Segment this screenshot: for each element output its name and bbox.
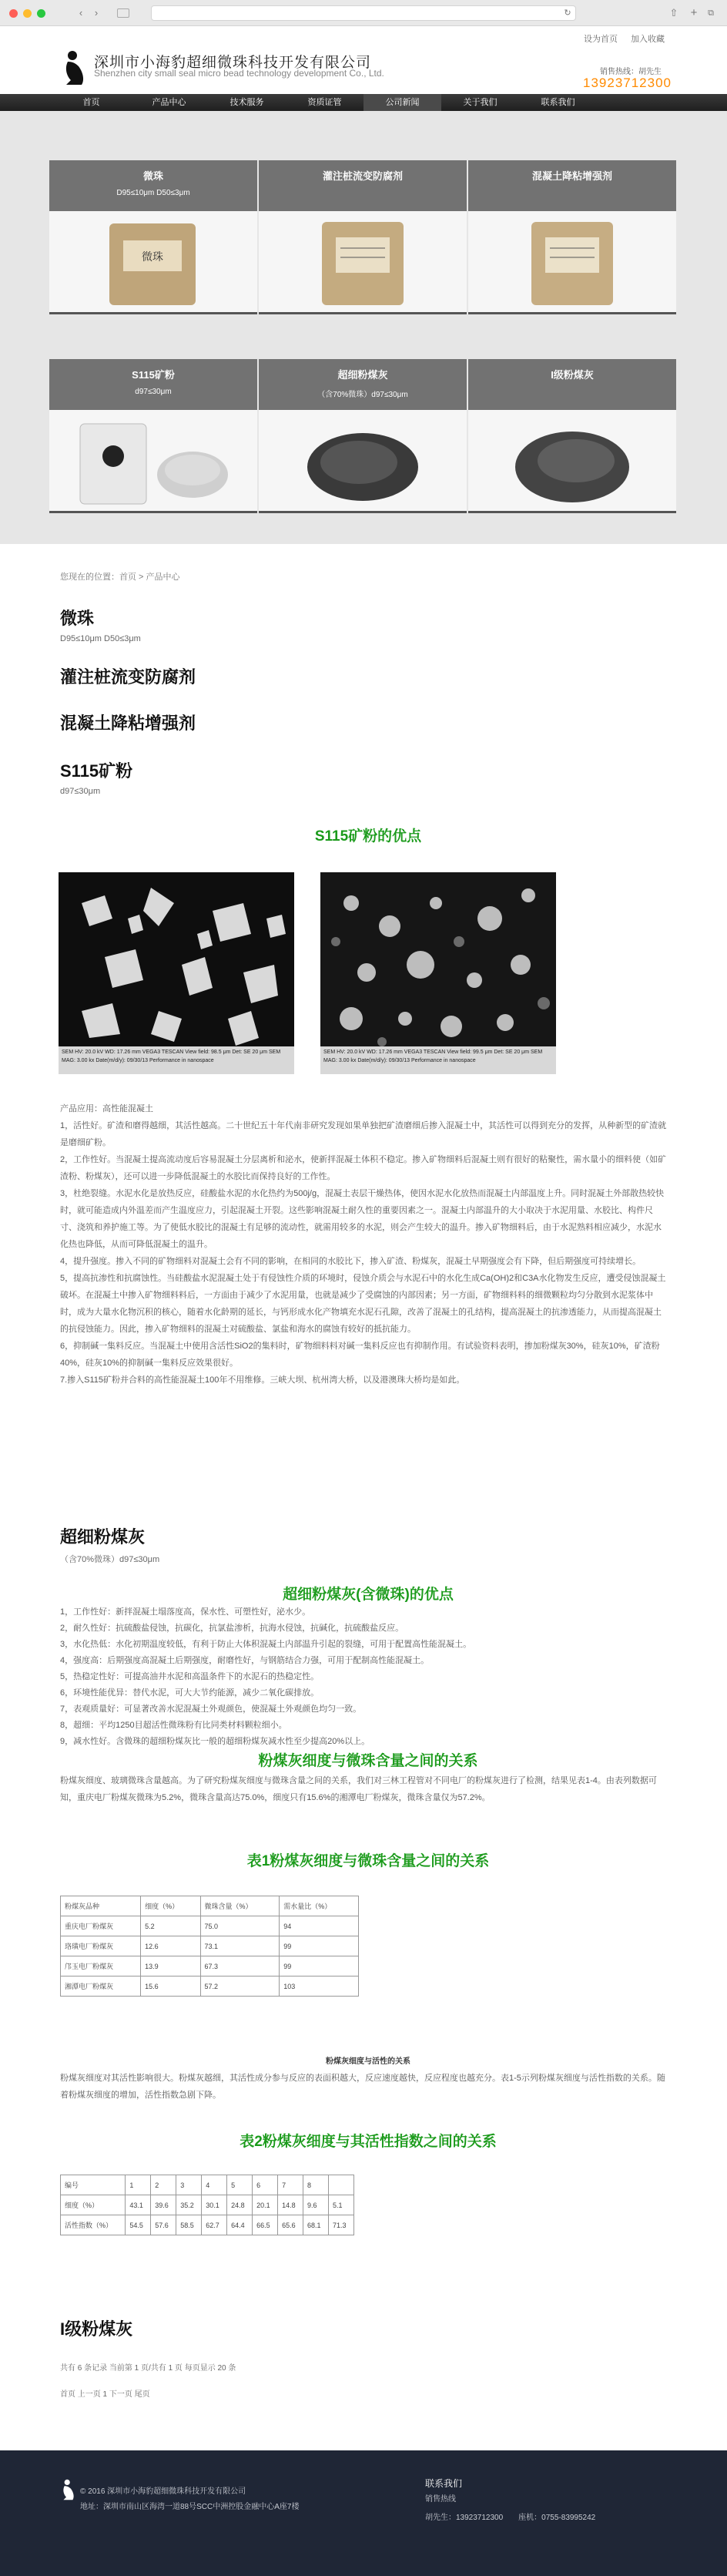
back-icon[interactable]: ‹ <box>79 7 83 18</box>
table-cell: 73.1 <box>200 1936 280 1956</box>
product-card-ultrafine-flyash[interactable] <box>259 359 467 513</box>
table-cell: 94 <box>280 1916 359 1936</box>
table-cell: 57.6 <box>151 2215 176 2235</box>
table-cell: 5.2 <box>141 1916 200 1936</box>
table-cell: 1 <box>126 2175 151 2195</box>
product-card-anticorrosion[interactable] <box>259 160 467 314</box>
svg-text:微珠: 微珠 <box>142 250 163 263</box>
flyash-point: 8，超细：平均1250目超活性微珠粉有比同类材料颗粒细小。 <box>60 1721 287 1730</box>
nav-item-home[interactable]: 首页 <box>82 98 100 107</box>
top-links <box>584 32 675 45</box>
table-cell: 珞璜电厂粉煤灰 <box>61 1936 141 1956</box>
table-cell: 邝玉电厂粉煤灰 <box>61 1956 141 1977</box>
table-cell: 3 <box>176 2175 202 2195</box>
hotline-number: 13923712300 <box>583 76 672 90</box>
table-cell: 58.5 <box>176 2215 202 2235</box>
flyash-spec: （含70%微珠）d97≤30μm <box>60 1555 160 1564</box>
list-item-title[interactable]: S115矿粉 <box>60 761 133 781</box>
table1-heading: 表1粉煤灰细度与微珠含量之间的关系 <box>246 1853 490 1869</box>
new-tab-icon[interactable]: + <box>690 6 698 19</box>
advantage-paragraph: 1，活性好。矿渣和磨得越细，其活性越高。二十世纪五十年代南非研究发现如果单独把矿渣磨细后掺入混凝土中，其活性可以得到充分的发挥，从种新型的矿渣就是磨细矿粉。 <box>60 1121 667 1147</box>
sem-image-left <box>59 872 294 1074</box>
product-name: 超细粉煤灰 <box>337 369 388 381</box>
product-list <box>60 606 676 804</box>
seal-logo-icon[interactable] <box>63 49 86 86</box>
nav-item-news[interactable]: 公司新闻 <box>364 94 441 111</box>
table-cell: 20.1 <box>253 2195 278 2215</box>
advantage-paragraph: 3，杜绝裂缝。水泥水化是放热反应，硅酸盐水泥的水化热约为500j/g，混凝土表层干燥热体，使因水泥水化放热而混凝土内部温度上升。同时混凝土外部散热较快时，就可能造成内外温差而产生温度应力，引起混凝土开裂。这些影响混凝土耐久性的重要因素之一。混凝土内部温升的大小取决于水泥用量、水胶比、构件尺寸、浇筑和养护施工等。为了使低水胶比的混凝土有足够的流动性，就需用较多的水泥，则会产生较大的温升。掺入矿物细料后，由于水泥熟料相应减少，水泥水化热也降低，从而可降低混凝土的温升。 <box>60 1189 665 1249</box>
product-row <box>49 359 676 516</box>
table-cell: 103 <box>280 1977 359 1997</box>
product-spec: （含70%微珠）d97≤30μm <box>317 391 408 399</box>
table-cell: 8 <box>303 2175 329 2195</box>
table-header-cell: 粉煤灰品种 <box>61 1896 141 1916</box>
breadcrumb: 您现在的位置：首页 > 产品中心 <box>60 573 180 582</box>
table-cell: 湘潭电厂粉煤灰 <box>61 1977 141 1997</box>
flyash-item[interactable] <box>60 1524 676 1565</box>
browser-chrome <box>0 0 727 26</box>
footer-contact-title: 联系我们 <box>425 2478 463 2489</box>
table-row <box>61 2215 354 2235</box>
table-cell: 7 <box>278 2175 303 2195</box>
table-cell: 12.6 <box>141 1936 200 1956</box>
add-favorite-link[interactable]: 加入收藏 <box>631 35 665 44</box>
flyash-point: 4，强度高：后期强度高混凝土后期强度，耐磨性好，与钢筋结合力强，可用于配制高性能混凝土。 <box>60 1656 430 1665</box>
table-cell: 30.1 <box>202 2195 227 2215</box>
product-card-viscosity[interactable] <box>468 160 676 314</box>
table2-heading: 表2粉煤灰细度与其活性指数之间的关系 <box>240 2134 497 2150</box>
sem-caption-left: SEM HV: 20.0 kV WD: 17.26 mm VEGA3 TESCAN View field: 98.5 μm Det: SE 20 μm SEM MAG: 3.00 kx Date(m/d/y): 09/30/13 Performance in nanospace <box>62 1050 281 1063</box>
table-cell: 5.1 <box>328 2195 353 2215</box>
table-cell: 54.5 <box>126 2215 151 2235</box>
table-row <box>61 1916 359 1936</box>
hotline-label: 销售热线：胡先生 <box>600 68 662 76</box>
table-cell: 64.4 <box>227 2215 253 2235</box>
list-item[interactable] <box>60 606 676 664</box>
address-bar[interactable] <box>151 5 576 21</box>
table-cell: 13.9 <box>141 1956 200 1977</box>
table-cell <box>328 2175 353 2195</box>
product-spec: d97≤30μm <box>135 388 172 396</box>
table-cell: 65.6 <box>278 2215 303 2235</box>
flyash-points <box>60 1604 668 1750</box>
table-row <box>61 1977 359 1997</box>
table-row <box>61 1936 359 1956</box>
table-cell: 43.1 <box>126 2195 151 2215</box>
table-row <box>61 2175 354 2195</box>
table-cell: 24.8 <box>227 2195 253 2215</box>
company-name: 深圳市小海豹超细微珠科技开发有限公司 <box>94 55 372 71</box>
table-header-cell: 细度（%） <box>141 1896 200 1916</box>
relation-text: 粉煤灰细度、玻璃微珠含量越高。为了研究粉煤灰细度与微珠含量之间的关系，我们对三林工程管对不同电厂的粉煤灰进行了检测，结果见表1-4。由表列数据可知，重庆电厂粉煤灰微珠为5.2%，微珠含量高达75.0%，细度只有15.6%的湘潭电厂粉煤灰，微珠含量仅为57.2%。 <box>60 1776 657 1802</box>
footer-logo-icon <box>62 2478 75 2501</box>
table-cell: 57.2 <box>200 1977 280 1997</box>
table-cell: 99 <box>280 1956 359 1977</box>
product-name: 混凝土降粘增强剂 <box>531 170 612 182</box>
advantage-paragraph: 2，工作性好。当混凝土提高流动度后容易混凝土分层离析和泌水，使新拌混凝土体积不稳定。掺入矿物细料后混凝土则有很好的粘聚性，需水量小的细料使（如矿渣粉、粉煤灰），还可以进一步降低混凝土的水胶比而保持良好的工作性。 <box>60 1155 667 1181</box>
table-cell: 39.6 <box>151 2195 176 2215</box>
product-card-grade1-flyash[interactable] <box>468 359 676 513</box>
advantage-paragraph: 5，提高抗渗性和抗腐蚀性。当硅酸盐水泥混凝土处于有侵蚀性介质的环境时，侵蚀介质会与水泥石中的水化生成Ca(OH)2和C3A水化物发生反应，遭受侵蚀混凝土破坏。在混凝土中掺入矿物细料料后，一方面由于减少了水泥用量，也就是减少了受腐蚀的内部因素；另一方面，矿物细料料的细微颗粒均匀分散到水泥浆体中时，成为大量水化物沉积的核心，随着水化龄期的延长，与钙形成水化产物填充水泥石孔隙，改善了混凝土的孔结构，提高混凝土的抗渗透能力，从而提高混凝土的抗侵蚀能力。因此，掺入矿物细料的混凝土对硫酸盐、氯盐和海水的腐蚀有较好的抵抗能力。 <box>60 1274 666 1334</box>
table-cell: 68.1 <box>303 2215 329 2235</box>
usage-text: 产品应用：高性能混凝土 <box>60 1104 153 1113</box>
list-item-spec: d97≤30μm <box>60 787 101 796</box>
nav-item-about[interactable]: 关于我们 <box>463 98 498 107</box>
list-item-title[interactable]: 混凝土降粘增强剂 <box>60 714 196 733</box>
set-homepage-link[interactable]: 设为首页 <box>584 35 618 44</box>
table-header-cell: 需水量比（%） <box>280 1896 359 1916</box>
pagination-nav[interactable]: 首页 上一页 1 下一页 尾页 <box>60 2390 150 2399</box>
table-cell: 9.6 <box>303 2195 329 2215</box>
list-item[interactable] <box>60 664 676 710</box>
activity-small-title: 粉煤灰细度与活性的关系 <box>326 2057 410 2066</box>
table-cell: 75.0 <box>200 1916 280 1936</box>
table-header-cell: 微珠含量（%） <box>200 1896 280 1916</box>
pagination-summary: 共有 6 条记录 当前第 1 页/共有 1 页 每页显示 20 条 <box>60 2364 236 2373</box>
product-card-microbead[interactable] <box>49 160 257 314</box>
table-cell: 14.8 <box>278 2195 303 2215</box>
minimize-window-dot[interactable] <box>23 9 32 18</box>
list-item-spec: D95≤10μm D50≤3μm <box>60 634 141 643</box>
table-cell: 66.5 <box>253 2215 278 2235</box>
flyash-point: 1，工作性好：新拌混凝土塌落度高，保水性、可塑性好，泌水少。 <box>60 1607 311 1617</box>
activity-text: 粉煤灰细度对其活性影响很大。粉煤灰越细，其活性成分参与反应的表面积越大，反应速度越快，反应程度也越充分。表1-5示列粉煤灰细度与活性指数的关系。随着粉煤灰细度的增加，活性指数急剧下降。 <box>60 2074 665 2100</box>
table-cell: 6 <box>253 2175 278 2195</box>
flyash-point: 5，热稳定性好：可提高油井水泥和高温条件下的水泥石的热稳定性。 <box>60 1672 320 1681</box>
nav-item-contact[interactable]: 联系我们 <box>541 98 575 107</box>
flyash-point: 6，环境性能优异：替代水泥，可大大节约能源，减少二氧化碳排放。 <box>60 1688 320 1698</box>
footer-phone: 胡先生：13923712300 座机：0755-83995242 <box>425 2514 596 2522</box>
footer-sales-label: 销售热线 <box>425 2495 456 2504</box>
sem-image-right <box>320 872 556 1074</box>
forward-icon[interactable]: › <box>94 7 99 18</box>
product-card-s115[interactable] <box>49 359 257 513</box>
product-name: 微珠 <box>142 170 163 182</box>
footer-copyright: © 2016 深圳市小海豹超细微珠科技开发有限公司 <box>80 2487 246 2496</box>
flyash-point: 9，减水性好。含微珠的超细粉煤灰比一般的超细粉煤灰减水性至少提高20%以上。 <box>60 1737 370 1746</box>
table-cell: 99 <box>280 1936 359 1956</box>
product-row <box>49 160 676 317</box>
flyash-point: 3，水化热低：水化初期温度较低，有利于防止大体积混凝土内部温升引起的裂缝，可用于配置高性能混凝土。 <box>60 1640 472 1649</box>
flyash-title[interactable]: 超细粉煤灰 <box>60 1527 146 1547</box>
table-cell: 71.3 <box>328 2215 353 2235</box>
table-cell: 编号 <box>61 2175 126 2195</box>
table-row <box>61 2195 354 2215</box>
table-cell: 2 <box>151 2175 176 2195</box>
powder-image <box>259 416 467 507</box>
list-item[interactable] <box>60 758 676 804</box>
nav-item-tech[interactable]: 技术服务 <box>229 98 264 107</box>
site-footer <box>0 2450 727 2576</box>
product-spec: D95≤10μm D50≤3μm <box>116 189 190 197</box>
table1 <box>60 1896 359 1997</box>
s115-heading: S115矿粉的优点 <box>314 828 422 845</box>
advantage-paragraph: 4，提升强度。掺入不同的矿物细料对混凝土会有不同的影响，在相同的水胶比下，掺入矿渣、粉煤灰，混凝土早期强度会有下降，但后期强度可持续增长。 <box>60 1257 642 1266</box>
company-name-en: Shenzhen city small seal micro bead technology development Co., Ltd. <box>94 68 384 79</box>
table-cell: 4 <box>202 2175 227 2195</box>
product-bag-image <box>259 217 467 308</box>
nav-item-qualification[interactable]: 资质证管 <box>307 98 342 107</box>
product-bag-image <box>49 217 257 308</box>
table-cell: 67.3 <box>200 1956 280 1977</box>
table-cell: 5 <box>227 2175 253 2195</box>
flyash-point: 7，表观质量好：可显著改善水泥混凝土外观颜色，使混凝土外观颜色均匀一致。 <box>60 1704 362 1714</box>
maximize-window-dot[interactable] <box>37 9 45 18</box>
s115-advantages <box>60 1100 668 1389</box>
table-cell: 15.6 <box>141 1977 200 1997</box>
relation-heading: 粉煤灰细度与微珠含量之间的关系 <box>258 1753 478 1769</box>
flyash-heading: 超细粉煤灰(含微珠)的优点 <box>283 1587 454 1603</box>
table-cell: 细度（%） <box>61 2195 126 2215</box>
table-header-row <box>61 1896 359 1916</box>
product-name: S115矿粉 <box>132 369 175 381</box>
list-item[interactable] <box>60 710 676 758</box>
product-showcase <box>0 111 727 544</box>
powder-image <box>468 416 676 507</box>
main-nav <box>0 94 727 111</box>
flyash-point: 2，耐久性好：抗硫酸盐侵蚀，抗碳化，抗氯盐渗析，抗海水侵蚀，抗碱化，抗硫酸盐反应。 <box>60 1624 404 1633</box>
tabs-overview-icon[interactable]: ⧉ <box>708 8 714 18</box>
footer-address: 地址：深圳市南山区海湾一道88号SCC中洲控股金融中心A座7楼 <box>80 2503 300 2511</box>
site-header <box>0 26 727 94</box>
table-cell: 62.7 <box>202 2215 227 2235</box>
advantage-paragraph: 7.掺入S115矿粉并合料的高性能混凝土100年不用维修。三峡大坝、杭州湾大桥，以及港澳珠大桥均是如此。 <box>60 1375 465 1385</box>
reload-icon[interactable]: ↻ <box>564 8 571 18</box>
product-name: 灌注桩流变防腐剂 <box>322 170 403 182</box>
table-cell: 35.2 <box>176 2195 202 2215</box>
nav-item-products[interactable]: 产品中心 <box>152 98 186 107</box>
close-window-dot[interactable] <box>9 9 18 18</box>
table2 <box>60 2175 354 2235</box>
product-bag-image <box>468 217 676 308</box>
table-cell: 活性指数（%） <box>61 2215 126 2235</box>
grade1-flyash-title[interactable]: I级粉煤灰 <box>60 2319 133 2339</box>
product-name: I级粉煤灰 <box>551 369 594 381</box>
sem-caption-right: SEM HV: 20.0 kV WD: 17.26 mm VEGA3 TESCAN View field: 99.5 μm Det: SE 20 μm SEM MAG: 3.00 kx Date(m/d/y): 09/30/13 Performance in nanospace <box>323 1050 543 1063</box>
product-bag-image <box>49 416 257 507</box>
share-icon[interactable]: ⇧ <box>669 7 678 18</box>
list-item-title[interactable]: 微珠 <box>60 609 95 628</box>
list-item-title[interactable]: 灌注桩流变防腐剂 <box>60 667 196 687</box>
advantage-paragraph: 6，抑制碱一集料反应。当混凝土中使用含活性SiO2的集料时，矿物细料料对碱一集料反应也有抑制作用。有试验资料表明，掺加粉煤灰30%，硅灰10%，矿渣粉40%，硅灰10%的抑制碱一集料反应效果很好。 <box>60 1342 660 1368</box>
table-row <box>61 1956 359 1977</box>
table-cell: 重庆电厂粉煤灰 <box>61 1916 141 1936</box>
sidebar-icon[interactable] <box>117 8 129 18</box>
